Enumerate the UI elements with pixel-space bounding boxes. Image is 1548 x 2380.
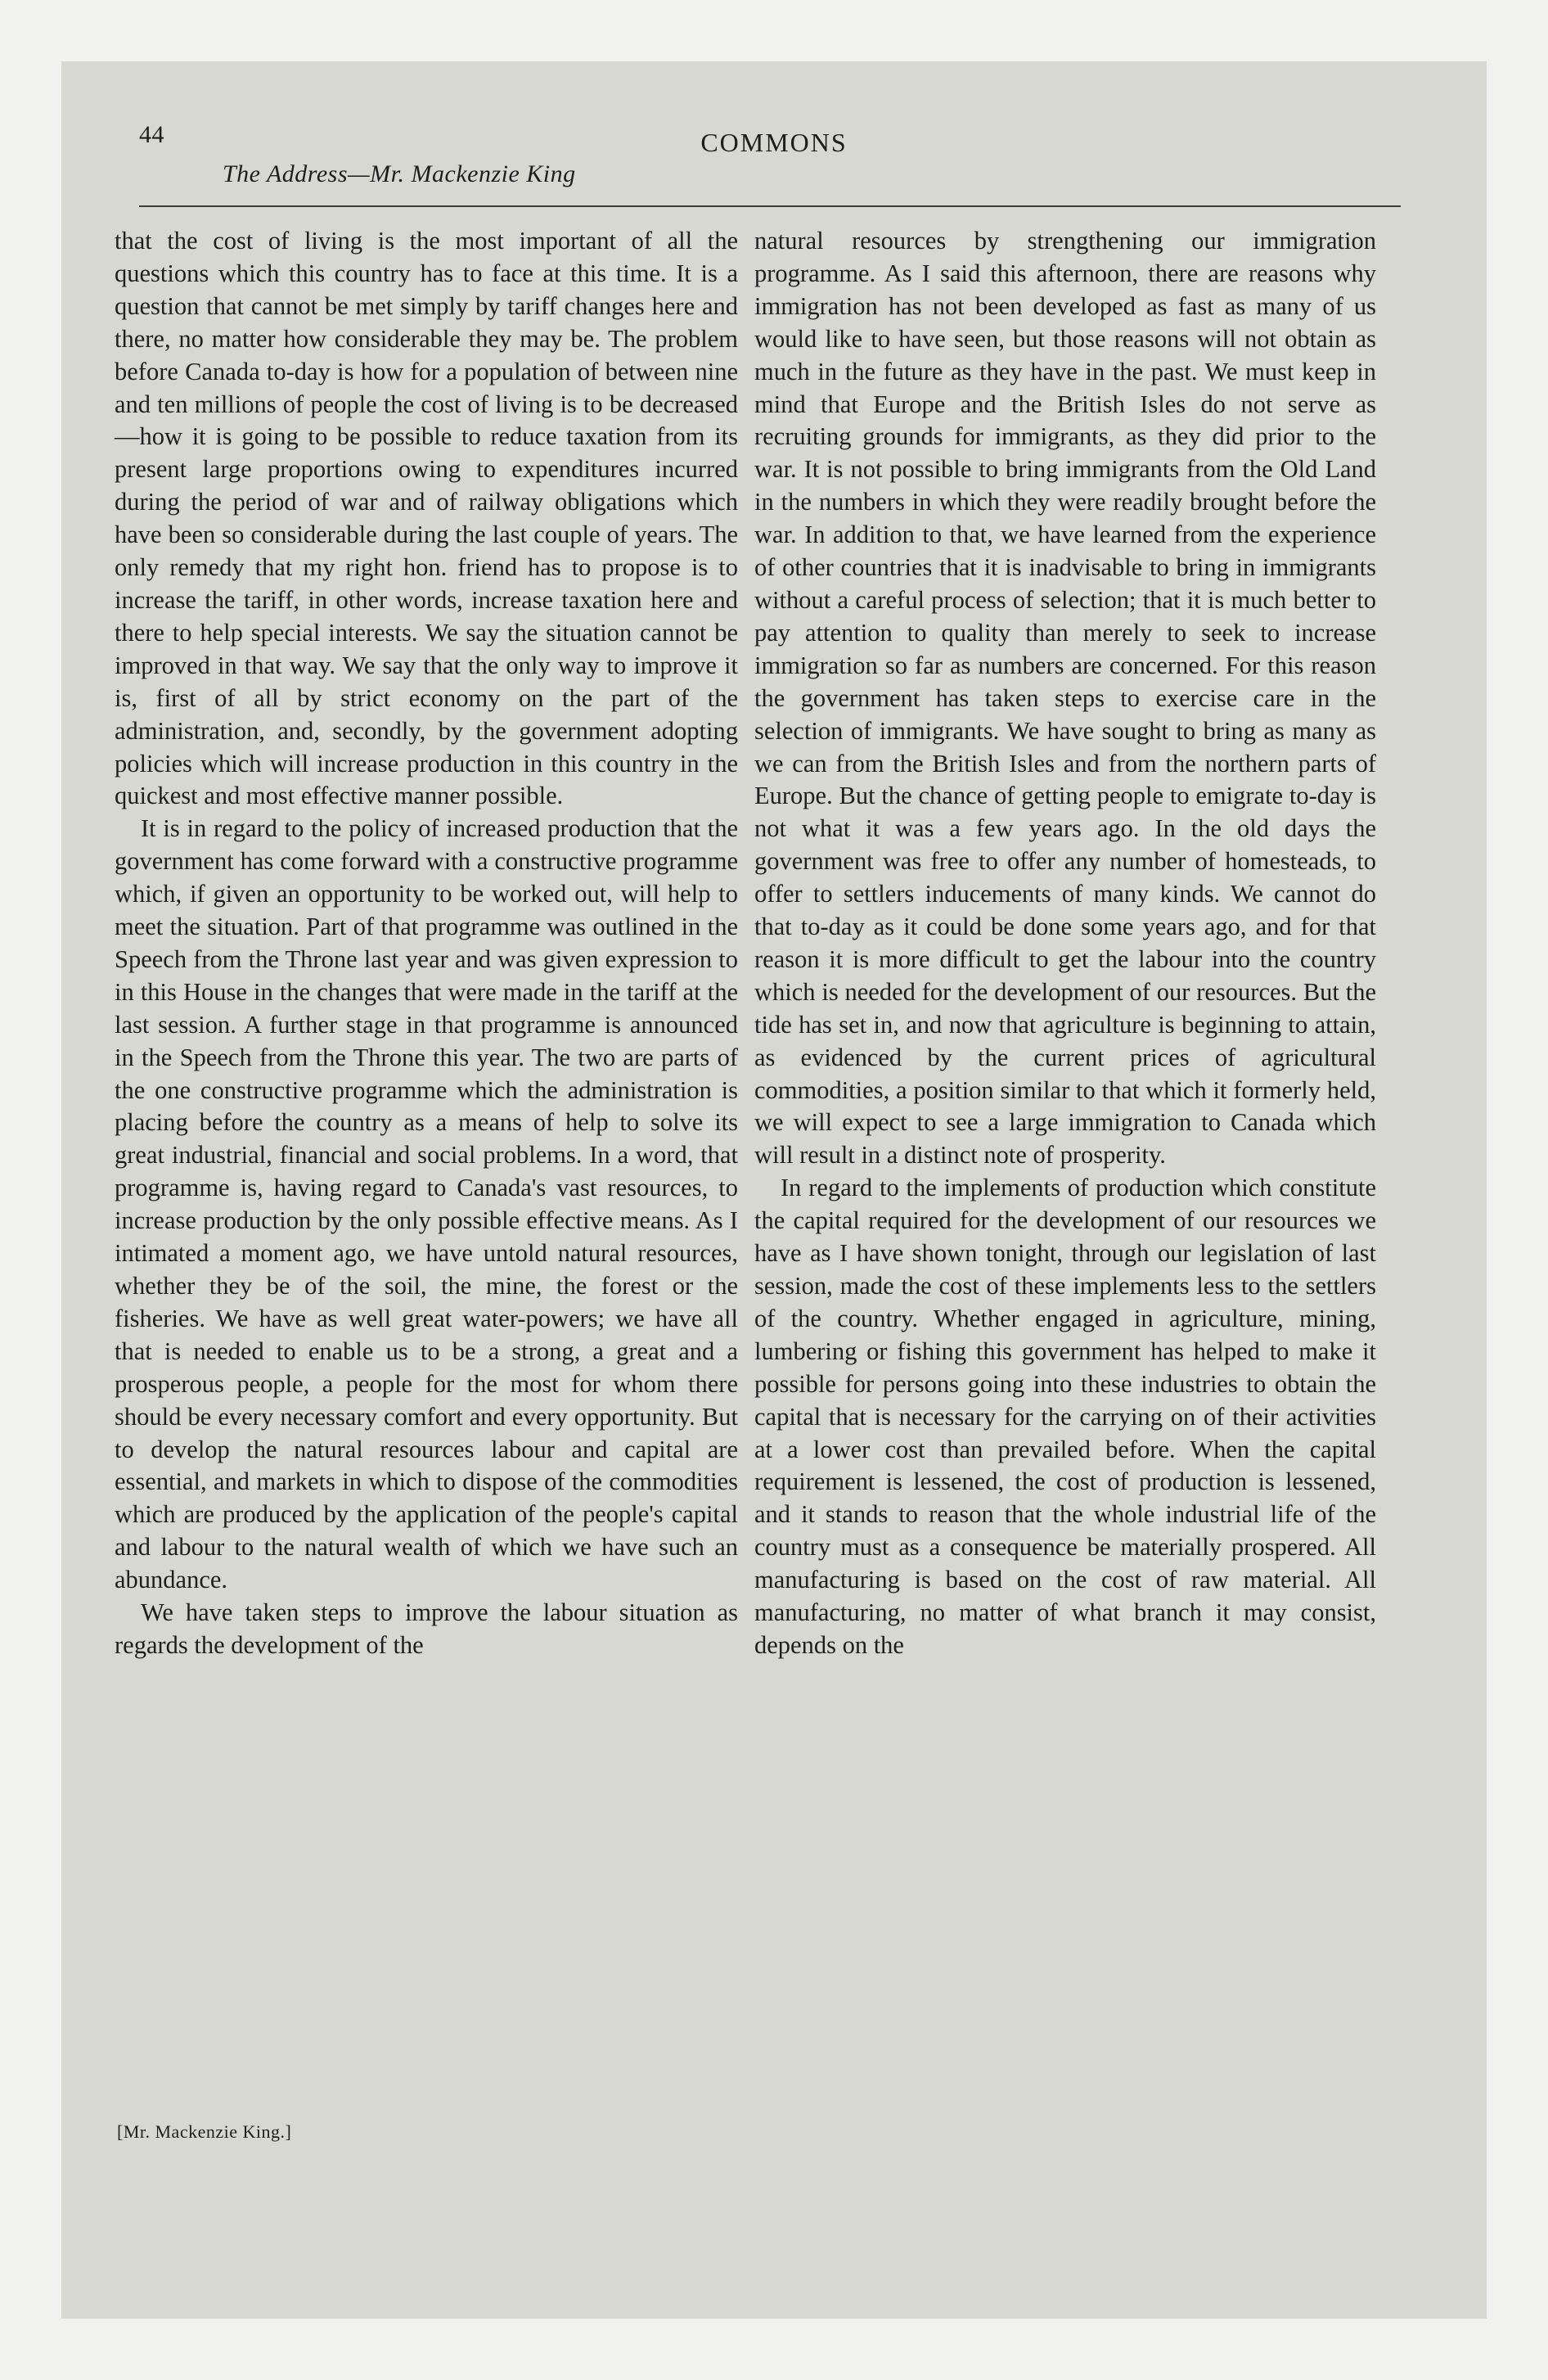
paragraph: It is in regard to the policy of increased production that the government has come forward with a constructive programme which, if given an opportunity to be worked out, will help to meet the situation. Part of that programme was outlined in the Speech from the Throne last year and was given expression to in this House in the changes that were made in the tariff at the last session. A further stage in that programme is announced in the Speech from the Throne this year. The two are parts of the one constructive programme which the administration is placing before the country as a means of help to solve its great industrial, financial and social problems. In a word, that programme is, having regard to Canada's vast resources, to increase production by the only possible effective means. As I intimated a moment ago, we have untold natural resources, whether they be of the soil, the mine, the forest or the fisheries. We have as well great water-powers; we have all that is needed to enable us to be a strong, a great and a prosperous people, a people for the most for whom there should be every necessary comfort and every opportunity. But to develop the natural resources labour and capital are essential, and markets in which to dispose of the commodities which are produced by the application of the people's capital and labour to the natural wealth of which we have such an abundance. bbox=[115, 814, 738, 1594]
paragraph: We have taken steps to improve the labour situation as regards the development of the bbox=[115, 1598, 738, 1659]
paragraph: natural resources by strengthening our immigration programme. As I said this afternoon, there are reasons why immigration has not been developed as fast as many of us would like to have seen, but those reasons will not obtain as much in the future as they have in the past. We must keep in mind that Europe and the British Isles do not serve as recruiting grounds for immigrants, as they did prior to the war. It is not possible to bring immigrants from the Old Land in the numbers in which they were readily brought before the war. In addition to that, we have learned from the experience of other countries that it is inadvisable to bring in immigrants without a careful process of selection; that it is much better to pay attention to quality than merely to seek to increase immigration so far as numbers are concerned. For this reason the government has taken steps to exercise care in the selection of immigrants. We have sought to bring as many as we can from the British Isles and from the northern parts of Europe. But the chance of getting people to emigrate to-day is not what it was a few years ago. In the old days the government was free to offer any number of homesteads, to offer to settlers inducements of many kinds. We cannot do that to-day as it could be done some years ago, and for that reason it is more difficult to get the labour into the country which is needed for the development of our resources. But the tide has set in, and now that agriculture is beginning to attain, as evidenced by the current prices of agricultural commodities, a position similar to that which it formerly held, we will expect to see a large immigration to Canada which will result in a distinct note of prosperity. bbox=[754, 227, 1376, 1170]
paragraph: In regard to the implements of production which constitute the capital required for the development of our resources we have as I have shown tonight, through our legislation of last session, made the cost of these implements less to the settlers of the country. Whether engaged in agriculture, mining, lumbering or fishing this government has helped to make it possible for persons going into these industries to obtain the capital that is necessary for the carrying on of their activities at a lower cost than prevailed before. When the capital requirement is lessened, the cost of production is lessened, and it stands to reason that the whole industrial life of the country must as a consequence be materially prospered. All manufacturing is based on the cost of raw material. All manufacturing, no matter of what branch it may consist, depends on the bbox=[754, 1174, 1376, 1659]
header-rule bbox=[139, 205, 1401, 207]
paragraph: that the cost of living is the most important of all the questions which this country has to face at this time. It is a question that cannot be met simply by tariff changes here and there, no matter how considerable they may be. The problem before Canada to-day is how for a population of between nine and ten millions of people the cost of living is to be decreased—how it is going to be possible to reduce taxation from its present large proportions owing to expenditures incurred during the period of war and of railway obligations which have been so considerable during the last couple of years. The only remedy that my right hon. friend has to propose is to increase the tariff, in other words, increase taxation here and there to help special interests. We say the situation cannot be improved in that way. We say that the only way to improve it is, first of all by strict economy on the part of the administration, and, secondly, by the government adopting policies which will increase production in this country in the quickest and most effective manner possible. bbox=[115, 227, 738, 810]
page-number: 44 bbox=[139, 121, 164, 148]
left-column bbox=[115, 225, 738, 1662]
speaker-tag: [Mr. Mackenzie King.] bbox=[117, 2121, 292, 2142]
right-column bbox=[754, 225, 1376, 1662]
running-subtitle: The Address—Mr. Mackenzie King bbox=[223, 160, 576, 187]
running-title: COMMONS bbox=[700, 128, 848, 157]
